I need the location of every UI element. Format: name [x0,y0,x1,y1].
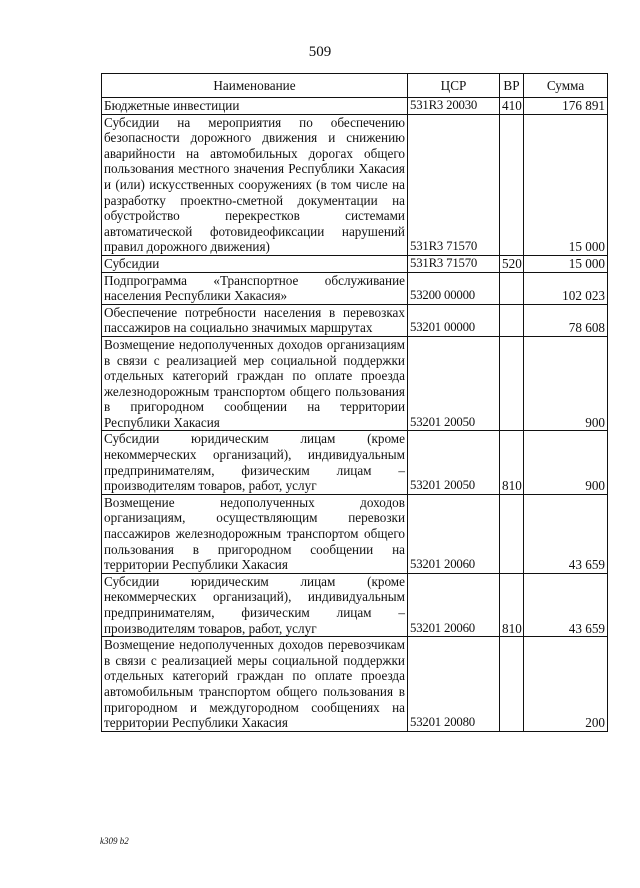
table-row [102,573,608,636]
row-name: Субсидии юридическим лицам (кроме некоммерческих организаций), индивидуальным предпринимателям, физическим лицам – производителям товаров, работ, услуг [102,431,408,494]
table-row [102,272,608,304]
row-csr: 531R3 20030 [408,98,500,115]
row-vr [500,336,524,431]
row-sum: 43 659 [524,573,608,636]
header-sum: Сумма [524,74,608,98]
row-sum: 15 000 [524,255,608,272]
row-vr [500,637,524,732]
row-csr: 53201 00000 [408,304,500,336]
row-name: Подпрограмма «Транспортное обслуживание населения Республики Хакасия» [102,272,408,304]
row-sum: 102 023 [524,272,608,304]
row-csr: 53201 20050 [408,336,500,431]
table-row [102,98,608,115]
table-row [102,637,608,732]
table-row [102,431,608,494]
table-row [102,304,608,336]
row-name: Субсидии [102,255,408,272]
row-sum: 176 891 [524,98,608,115]
page-number: 509 [308,44,332,60]
header-csr: ЦСР [408,74,500,98]
row-csr: 53201 20060 [408,573,500,636]
row-vr: 410 [500,98,524,115]
table-row [102,336,608,431]
row-vr [500,304,524,336]
table-row [102,114,608,255]
footer-code: k309 b2 [100,836,129,846]
row-csr: 53201 20080 [408,637,500,732]
row-name: Возмещение недополученных доходов организациям в связи с реализацией мер социальной поддержки отдельных категорий граждан по оплате проезда железнодорожным транспортом общего пользования в пригородном сообщении на территории Республики Хакасия [102,336,408,431]
row-sum: 43 659 [524,494,608,573]
header-vr: ВР [500,74,524,98]
row-vr [500,494,524,573]
row-sum: 900 [524,431,608,494]
row-sum: 900 [524,336,608,431]
row-name: Возмещение недополученных доходов организациям, осуществляющим перевозки пассажиров железнодорожным транспортом общего пользования в пригородном сообщении на территории Республики Хакасия [102,494,408,573]
row-vr: 810 [500,573,524,636]
row-vr [500,272,524,304]
row-sum: 200 [524,637,608,732]
header-name: Наименование [102,74,408,98]
table-header-row [102,74,608,98]
row-name: Возмещение недополученных доходов перевозчикам в связи с реализацией меры социальной поддержки отдельных категорий граждан по оплате проезда автомобильным транспортом общего пользования в пригородном и междугородном сообщениях на территории Республики Хакасия [102,637,408,732]
row-csr: 53200 00000 [408,272,500,304]
row-name: Субсидии юридическим лицам (кроме некоммерческих организаций), индивидуальным предпринимателям, физическим лицам – производителям товаров, работ, услуг [102,573,408,636]
budget-table [101,73,608,732]
row-vr: 810 [500,431,524,494]
row-name: Субсидии на мероприятия по обеспечению безопасности дорожного движения и снижению аварийности на автомобильных дорогах общего пользования местного значения Республики Хакасия и (или) искусственных сооружениях (в том числе на разработку проектно-сметной документации на обустройство перекрестков системами автоматической фотовидеофиксации нарушений правил дорожного движения) [102,114,408,255]
table-row [102,255,608,272]
row-csr: 53201 20050 [408,431,500,494]
row-csr: 531R3 71570 [408,255,500,272]
row-sum: 78 608 [524,304,608,336]
row-sum: 15 000 [524,114,608,255]
row-vr: 520 [500,255,524,272]
row-csr: 53201 20060 [408,494,500,573]
row-csr: 531R3 71570 [408,114,500,255]
row-vr [500,114,524,255]
table-row [102,494,608,573]
row-name: Обеспечение потребности населения в перевозках пассажиров на социально значимых маршрутах [102,304,408,336]
row-name: Бюджетные инвестиции [102,98,408,115]
